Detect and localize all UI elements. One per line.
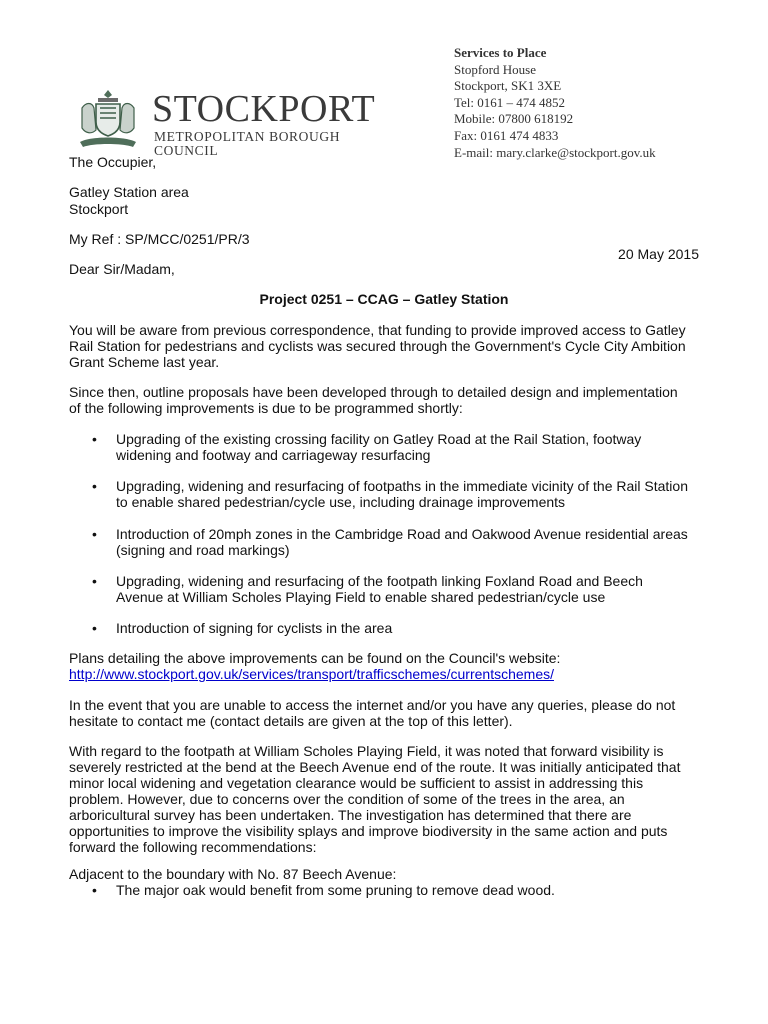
bullet-marker: • (92, 620, 97, 636)
para2-line: Since then, outline proposals have been developed through to detailed design and implementation (69, 384, 678, 400)
building-name: Stopford House (454, 61, 536, 77)
para2-line: of the following improvements is due to be programmed shortly: (69, 400, 463, 416)
recipient-line-2: Gatley Station area (69, 184, 189, 200)
list-item-text: Introduction of 20mph zones in the Cambridge Road and Oakwood Avenue residential areas (116, 526, 688, 542)
para4-line: minor local widening and vegetation clearance would be sufficient to assist in addressing this (69, 775, 644, 791)
contact-block (454, 45, 754, 161)
department-name: Services to Place (454, 45, 547, 60)
email: E-mail: mary.clarke@stockport.gov.uk (454, 144, 656, 160)
telephone: Tel: 0161 – 474 4852 (454, 94, 566, 110)
para3-line: hesitate to contact me (contact details are given at the top of this letter). (69, 713, 513, 729)
coat-of-arms-icon (72, 86, 144, 152)
para1-line: You will be aware from previous correspondence, that funding to provide improved access to Gatley (69, 322, 686, 338)
recipient-line-1: The Occupier, (69, 154, 157, 170)
mobile: Mobile: 07800 618192 (454, 111, 574, 127)
list-item-text: Upgrading of the existing crossing facility on Gatley Road at the Rail Station, footway (116, 431, 642, 447)
list-item-text: (signing and road markings) (116, 542, 290, 558)
list-item-text: widening and footway and carriageway resurfacing (116, 447, 431, 463)
council-logo (72, 86, 392, 158)
para1-line: Rail Station for pedestrians and cyclists was secured through the Government's Cycle City Ambition (69, 338, 686, 354)
reference: My Ref : SP/MCC/0251/PR/3 (69, 231, 250, 247)
para4-line: arboricultural survey has been undertaken. The investigation has determined that there are (69, 807, 632, 823)
plans-text: Plans detailing the above improvements can be found on the Council's website: (69, 650, 561, 666)
logo-title: STOCKPORT (152, 88, 376, 130)
adjacent-heading: Adjacent to the boundary with No. 87 Beech Avenue: (69, 866, 397, 882)
para3-line: In the event that you are unable to access the internet and/or you have any queries, please do not (69, 697, 676, 713)
website-link[interactable]: http://www.stockport.gov.uk/services/transport/trafficschemes/currentschemes/ (69, 666, 554, 682)
list-item-text: to enable shared pedestrian/cycle use, including drainage improvements (116, 494, 566, 510)
para4-line: forward the following recommendations: (69, 839, 317, 855)
para1-line: Grant Scheme last year. (69, 354, 220, 370)
list-item-text: The major oak would benefit from some pruning to remove dead wood. (116, 882, 555, 898)
para4-line: severely restricted at the bend at the Beech Avenue end of the route. It was initially anticipated that (69, 759, 681, 775)
list-item-text: Avenue at William Scholes Playing Field to enable shared pedestrian/cycle use (116, 589, 606, 605)
para4-line: opportunities to improve the visibility splays and improve biodiversity in the same action and puts (69, 823, 668, 839)
list-item-text: Upgrading, widening and resurfacing of the footpath linking Foxland Road and Beech (116, 573, 643, 589)
address-line: Stockport, SK1 3XE (454, 78, 562, 94)
letter-date: 20 May 2015 (618, 246, 699, 262)
list-item-text: Upgrading, widening and resurfacing of footpaths in the immediate vicinity of the Rail Station (116, 478, 688, 494)
bullet-marker: • (92, 882, 97, 898)
salutation: Dear Sir/Madam, (69, 261, 175, 277)
bullet-marker: • (92, 573, 97, 589)
para4-line: With regard to the footpath at William Scholes Playing Field, it was noted that forward visibility is (69, 743, 664, 759)
logo-subtitle: METROPOLITAN BOROUGH COUNCIL (154, 129, 341, 158)
bullet-marker: • (92, 478, 97, 494)
recipient-line-3: Stockport (69, 201, 129, 217)
para4-line: problem. However, due to concerns over the condition of some of the trees in the area, an (69, 791, 625, 807)
bullet-marker: • (92, 431, 97, 447)
list-item-text: Introduction of signing for cyclists in the area (116, 620, 393, 636)
bullet-marker: • (92, 526, 97, 542)
subject-line: Project 0251 – CCAG – Gatley Station (259, 291, 509, 307)
fax: Fax: 0161 474 4833 (454, 127, 559, 143)
